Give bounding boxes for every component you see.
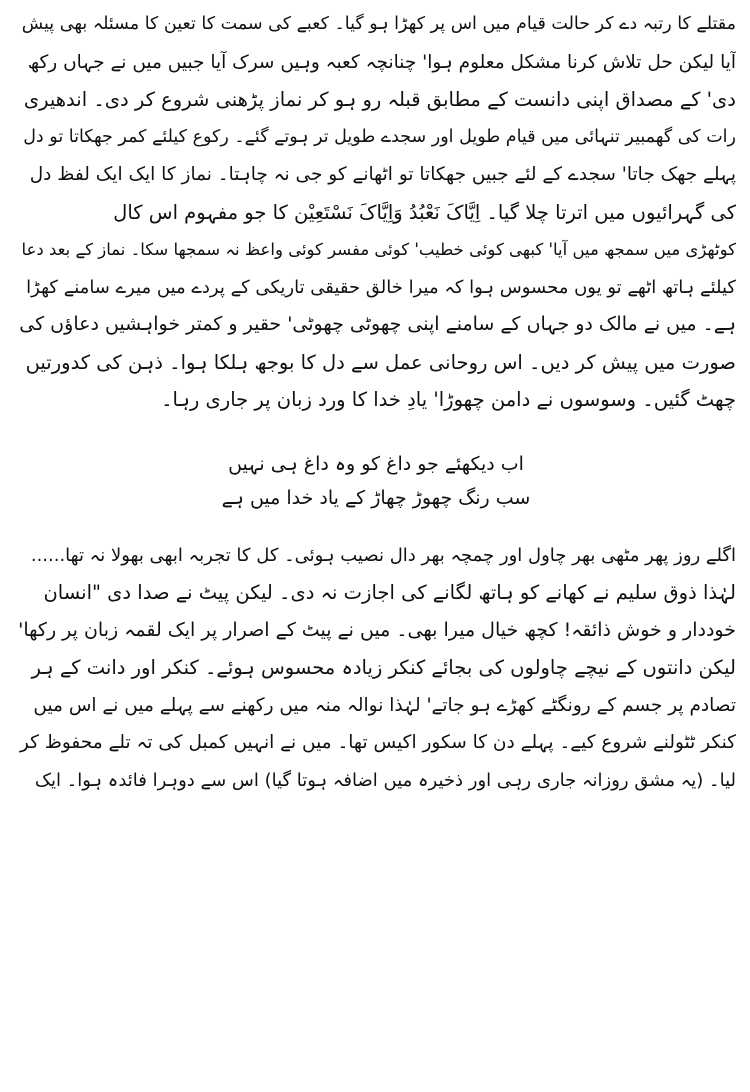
text-line: کیلئے ہاتھ اٹھے تو یوں محسوس ہوا کہ میرا خالق حقیقی تاریکی کے پردے میں میرے سامنے کھڑا [26,276,736,298]
text-line: مقتلے کا رتبہ دے کر حالت قیام میں اس پر کھڑا ہو گیا۔ کعبے کی سمت کا تعین کا مسئلہ بھی پیش [21,14,736,34]
text-line: کی گہرائیوں میں اترتا چلا گیا۔ اِیَّاکَ نَعْبُدُ وَاِیَّاکَ نَسْتَعِیْن کا جو مفہوم اس کال [113,200,736,224]
text-line: آیا لیکن حل تلاش کرنا مشکل معلوم ہوا' چنانچہ کعبہ وہیں سرک آیا جبیں میں نے جہاں رکھ [27,51,736,73]
text-line: ہے۔ میں نے مالک دو جہاں کے سامنے اپنی چھوٹی چھوٹی' حقیر و کمتر خواہشیں دعاؤں کی [19,313,736,335]
text-line: لیا۔ (یہ مشق روزانہ جاری رہی اور ذخیرہ میں اضافہ ہوتا گیا) اس سے دوہرا فائدہ ہوا۔ ایک [34,769,736,791]
text-line: تصادم پر جسم کے رونگٹے کھڑے ہو جاتے' لہٰذا نوالہ منہ میں رکھنے سے پہلے میں نے اس میں [33,694,736,716]
text-line: کوٹھڑی میں سمجھ میں آیا' کبھی کوئی خطیب' کوئی مفسر کوئی واعظ نہ سمجھا سکا۔ نماز کے بعد دعا [21,240,736,259]
paragraph-meal [16,537,736,800]
text-line: پہلے جھک جاتا' سجدے کے لئے جبیں جھکاتا تو اٹھانے کو جی نہ چاہتا۔ نماز کا ایک ایک لفظ دل [29,164,736,185]
text-line: اگلے روز پھر مٹھی بھر چاول اور چمچہ بھر دال نصیب ہوئی۔ کل کا تجربہ ابھی بھولا نہ تھا...... [30,544,736,566]
text-line: صورت میں پیش کر دیں۔ اس روحانی عمل سے دل کا بوجھ ہلکا ہوا۔ ذہن کی کدورتیں [25,350,736,374]
verse-line: اب دیکھئے جو داغ کو وہ داغ ہی نہیں [228,452,524,475]
text-line: خوددار و خوش ذائقہ! کچھ خیال میرا بھی۔ میں نے پیٹ کے اصرار پر ایک لقمہ زبان پر رکھا' [18,618,736,641]
text-line: چھٹ گئیں۔ وسوسوں نے دامن چھوڑا' یادِ خدا کا ورد زبان پر جاری رہا۔ [161,388,736,411]
verse-couplet [16,447,736,515]
text-line: لیکن دانتوں کے نیچے چاولوں کی بجائے کنکر زیادہ محسوس ہوئے۔ کنکر اور دانت کے ہر [31,656,736,679]
paragraph-prayer [16,6,736,419]
text-line: کنکر ٹٹولنے شروع کیے۔ پہلے دن کا سکور اکیس تھا۔ میں نے انہیں کمبل کی تہ تلے محفوظ کر [19,732,736,753]
text-line: دی' کے مصداق اپنی دانست کے مطابق قبلہ رو ہو کر نماز پڑھنی شروع کر دی۔ اندھیری [23,88,736,111]
verse-line: سب رنگ چھوڑ چھاڑ کے یاد خدا میں ہے [221,486,531,509]
text-line: لہٰذا ذوق سلیم نے کھانے کو ہاتھ لگانے کی اجازت نہ دی۔ لیکن پیٹ نے صدا دی "انسان [43,581,736,604]
text-line: رات کی گھمبیر تنہائی میں قیام طویل اور سجدے طویل تر ہوتے گئے۔ رکوع کیلئے کمر جھکاتا تو دل [23,126,736,147]
